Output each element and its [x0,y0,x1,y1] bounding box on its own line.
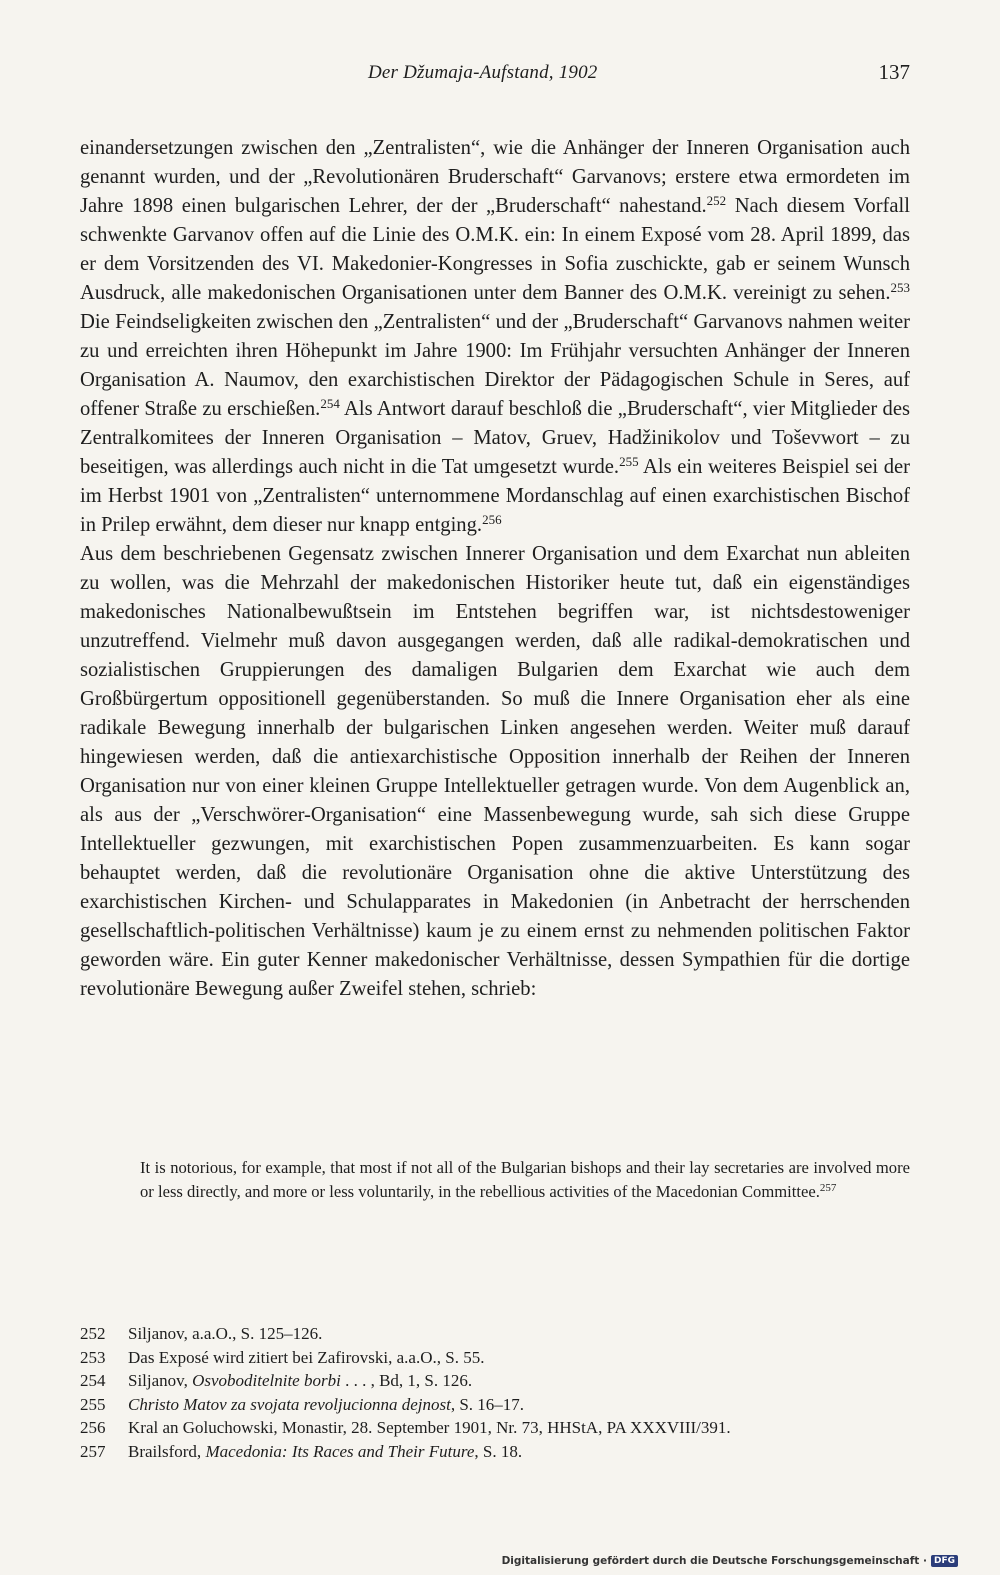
footnote-text [128,1393,524,1417]
text-run: Die Feindseligkeiten zwischen den „Zentralisten“ und der „Bruderschaft“ Garvanovs nahmen weiter zu und erreichten ihren Höhepunkt im Jahre 1900: Im Frühjahr versuchten Anhänger der Inneren Organisation A. Naumov, den exarchistischen Direktor der Pädagogischen Schule in Seres, auf offener Straße zu erschießen. [80,311,910,420]
footnote-title: Osvoboditelnite borbi [192,1371,341,1391]
footnote-text [128,1322,322,1346]
footnote-title: Christo Matov za svojata revoljucionna dejnost [128,1394,451,1414]
paragraph-2: Aus dem beschriebenen Gegensatz zwischen Innerer Organisation und dem Exarchat nun ableiten zu wollen, was die Mehrzahl der makedonischen Historiker heute tut, daß ein eigenständiges makedonisches Nationalbewußtsein im Entstehen begriffen war, ist nichtsdestoweniger unzutreffend. Vielmehr muß davon ausgegangen werden, daß alle radikal-demokratischen und sozialistischen Gruppierungen des damaligen Bulgarien dem Exarchat wie auch dem Großbürgertum oppositionell gegenüberstanden. So muß die Innere Organisation eher als eine radikale Bewegung innerhalb der bulgarischen Linken angesehen werden. Weiter muß darauf hingewiesen werden, daß die antiexarchistische Opposition innerhalb der Reihen der Inneren Organisation nur von einer kleinen Gruppe Intellektueller getragen wurde. Von dem Augenblick an, als aus der „Verschwörer-Organisation“ eine Massenbewegung wurde, sah sich diese Gruppe Intellektueller gezwungen, mit exarchistischen Popen zusammenzuarbeiten. Es kann sogar behauptet werden, daß die revolutionäre Organisation ohne die aktive Unterstützung des exarchistischen Kirchen- und Schulapparates in Makedonien (in Anbetracht der herrschenden gesellschaftlich-politischen Verhältnisse) kaum je zu einem ernst zu nehmenden politischen Faktor geworden wäre. Ein guter Kenner makedonischer Verhältnisse, dessen Sympathien für die dortige revolutionäre Bewegung außer Zweifel stehen, schrieb: [80,543,910,1000]
text-run: Nach diesem Vorfall schwenkte Garvanov offen auf die Linie des O.M.K. ein: In einem Exposé vom 28. April 1899, das er dem Vorsitzenden des VI. Makedonier-Kongresses in Sofia zuschickte, gab er seinem Wunsch Ausdruck, alle makedonischen Organisationen unter dem Banner des O.M.K. vereinigt zu sehen. [80,195,911,304]
quote-text: It is notorious, for example, that most if not all of the Bulgarian bishops and their lay secretaries are involved more or less directly, and more or less voluntarily, in the rebellious activities of the Macedonian Committee. [140,1158,910,1201]
footnote-text [128,1346,484,1370]
footnote [80,1393,910,1417]
footnote-ref[interactable]: 257 [819,1181,837,1194]
footnote [80,1416,910,1440]
footnote-text-run: Siljanov, a.a.O., S. 125–126. [128,1324,323,1343]
footnote-text [128,1416,731,1440]
text-run: Als ein weiteres Beispiel sei der im Herbst 1901 von „Zentralisten“ unternommene Mordanschlag auf einen exarchistischen Bischof in Prilep erwähnt, dem dieser nur knapp entging. [80,456,910,536]
block-quote [140,1156,910,1203]
footnote-number: 254 [80,1371,106,1391]
footnote-ref[interactable]: 254 [320,396,340,411]
text-run: Als Antwort darauf beschloß die „Bruderschaft“, vier Mitglieder des Zentralkomitees der Inneren Organisation – Matov, Gruev, Hadžinikolov und Toševwort – zu beseitigen, was allerdings auch nicht in die Tat umgesetzt wurde. [80,398,911,478]
footnote [80,1369,910,1393]
body-text [80,134,910,1004]
footnote-text-run: Brailsford, [128,1441,206,1461]
running-head [80,60,910,92]
footnote-ref[interactable]: 255 [619,454,639,469]
footnote [80,1322,910,1346]
footnote-text-run: . . . , Bd, 1, S. 126. [340,1371,473,1391]
footnote-text-run: Kral an Goluchowski, Monastir, 28. September 1901, Nr. 73, HHStA, PA XXXVIII/391. [128,1418,731,1438]
footnote-number: 253 [80,1347,106,1367]
footnote-number: 256 [80,1418,106,1438]
credit-text: Digitalisierung gefördert durch die Deutsche Forschungsgemeinschaft · [501,1555,927,1567]
footnote-text-run: , S. 18. [474,1441,523,1461]
footnote-text-run: , S. 16–17. [450,1394,525,1414]
footnote-text [128,1440,522,1464]
footnote-ref[interactable]: 256 [482,512,502,527]
footnote-text-run: Siljanov, [128,1371,193,1391]
footnote-number: 252 [80,1324,106,1343]
digitization-credit [502,1555,958,1567]
footnote-number: 255 [80,1394,106,1414]
footnotes [80,1322,910,1464]
dfg-logo: DFG [931,1555,958,1567]
footnote-text [128,1369,472,1393]
footnote-ref[interactable]: 253 [890,280,910,295]
page-number: 137 [878,60,910,84]
footnote-ref[interactable]: 252 [706,193,727,208]
paragraph-1 [80,134,910,540]
footnote-title: Macedonia: Its Races and Their Future [205,1441,475,1461]
running-title: Der Džumaja-Aufstand, 1902 [368,62,598,83]
footnote-number: 257 [80,1441,106,1461]
footnote-text-run: Das Exposé wird zitiert bei Zafirovski, a.a.O., S. 55. [128,1347,485,1367]
footnote [80,1346,910,1370]
text-run: einandersetzungen zwischen den „Zentralisten“, wie die Anhänger der Inneren Organisation auch genannt wurden, und der „Revolutionären Bruderschaft“ Garvanovs; erstere etwa ermordeten im Jahre 1898 einen bulgarischen Lehrer, der der „Bruderschaft“ nahestand. [80,137,910,217]
footnote [80,1440,910,1464]
